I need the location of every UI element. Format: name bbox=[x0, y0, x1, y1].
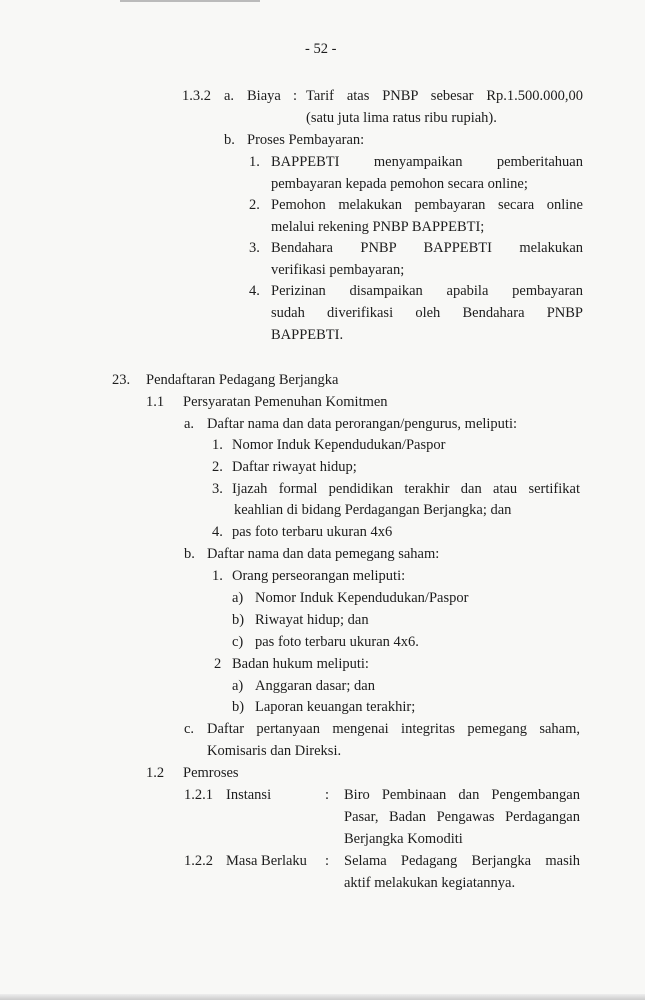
list-item: Bendahara PNBP BAPPEBTI melakukan bbox=[271, 240, 583, 256]
colon: : bbox=[325, 853, 330, 869]
list-item: melalui rekening PNBP BAPPEBTI; bbox=[271, 219, 485, 235]
subsection-title: Pemroses bbox=[183, 765, 239, 781]
field-value: Selama Pedagang Berjangka masih bbox=[344, 853, 580, 869]
item-number: 1.2.2 bbox=[184, 853, 213, 869]
list-item: Orang perseorangan meliputi: bbox=[232, 568, 406, 584]
field-value: (satu juta lima ratus ribu rupiah). bbox=[306, 110, 497, 126]
sublist-marker: c) bbox=[232, 634, 244, 650]
list-item: pembayaran kepada pemohon secara online; bbox=[271, 176, 528, 192]
list-heading: Daftar nama dan data pemegang saham: bbox=[207, 546, 440, 562]
section-number: 23. bbox=[112, 372, 131, 388]
field-label: Instansi bbox=[226, 787, 272, 803]
sublist-item: Laporan keuangan terakhir; bbox=[255, 699, 416, 715]
sublist-marker: a) bbox=[232, 678, 244, 694]
scan-edge bbox=[0, 994, 645, 1000]
colon: : bbox=[325, 787, 330, 803]
field-value: Pasar, Badan Pengawas Perdagangan bbox=[344, 809, 580, 825]
list-item: BAPPEBTI. bbox=[271, 327, 344, 343]
sublist-marker: b) bbox=[232, 612, 245, 628]
list-marker: b. bbox=[224, 132, 235, 148]
list-number: 2 bbox=[214, 656, 222, 672]
field-label: Biaya bbox=[247, 88, 281, 104]
sublist-item: Riwayat hidup; dan bbox=[255, 612, 369, 628]
list-heading: Daftar nama dan data perorangan/pengurus, meliputi: bbox=[207, 416, 518, 432]
list-number: 4. bbox=[212, 524, 223, 540]
field-value: Berjangka Komoditi bbox=[344, 831, 463, 847]
subsection-number: 1.2 bbox=[146, 765, 165, 781]
list-number: 4. bbox=[249, 283, 260, 299]
list-heading: Proses Pembayaran: bbox=[247, 132, 365, 148]
sublist-item: pas foto terbaru ukuran 4x6. bbox=[255, 634, 419, 650]
list-number: 1. bbox=[249, 154, 260, 170]
item-number: 1.2.1 bbox=[184, 787, 213, 803]
list-marker: a. bbox=[224, 88, 235, 104]
list-item: verifikasi pembayaran; bbox=[271, 262, 405, 278]
list-item: Nomor Induk Kependudukan/Paspor bbox=[232, 437, 446, 453]
field-value: aktif melakukan kegiatannya. bbox=[344, 875, 516, 891]
list-item: sudah diverifikasi oleh Bendahara PNBP bbox=[271, 305, 583, 321]
list-item: keahlian di bidang Perdagangan Berjangka; dan bbox=[234, 502, 512, 518]
list-number: 1. bbox=[212, 568, 223, 584]
list-item: BAPPEBTI menyampaikan pemberitahuan bbox=[271, 154, 583, 170]
list-marker: c. bbox=[184, 721, 195, 737]
page-number: - 52 - bbox=[305, 41, 337, 57]
list-number: 3. bbox=[249, 240, 260, 256]
field-value: Tarif atas PNBP sebesar Rp.1.500.000,00 bbox=[306, 88, 583, 104]
list-number: 3. bbox=[212, 481, 223, 497]
list-heading: Daftar pertanyaan mengenai integritas pemegang saham, bbox=[207, 721, 580, 737]
scan-edge bbox=[120, 0, 260, 2]
list-item: Daftar riwayat hidup; bbox=[232, 459, 357, 475]
sublist-marker: b) bbox=[232, 699, 245, 715]
field-value: Biro Pembinaan dan Pengembangan bbox=[344, 787, 580, 803]
list-number: 1. bbox=[212, 437, 223, 453]
list-item: Badan hukum meliputi: bbox=[232, 656, 369, 672]
section-title: Pendaftaran Pedagang Berjangka bbox=[146, 372, 339, 388]
list-marker: a. bbox=[184, 416, 195, 432]
list-item: Pemohon melakukan pembayaran secara online bbox=[271, 197, 583, 213]
sublist-item: Nomor Induk Kependudukan/Paspor bbox=[255, 590, 469, 606]
list-number: 2. bbox=[212, 459, 223, 475]
colon: : bbox=[293, 88, 298, 104]
sublist-marker: a) bbox=[232, 590, 244, 606]
list-number: 2. bbox=[249, 197, 260, 213]
field-label: Masa Berlaku bbox=[226, 853, 307, 869]
list-item: pas foto terbaru ukuran 4x6 bbox=[232, 524, 393, 540]
sublist-item: Anggaran dasar; dan bbox=[255, 678, 375, 694]
section-number: 1.3.2 bbox=[182, 88, 211, 104]
list-item: Ijazah formal pendidikan terakhir dan atau sertifikat bbox=[232, 481, 580, 497]
subsection-title: Persyaratan Pemenuhan Komitmen bbox=[183, 394, 388, 410]
list-marker: b. bbox=[184, 546, 195, 562]
list-item: Perizinan disampaikan apabila pembayaran bbox=[271, 283, 583, 299]
subsection-number: 1.1 bbox=[146, 394, 165, 410]
list-heading: Komisaris dan Direksi. bbox=[207, 743, 342, 759]
